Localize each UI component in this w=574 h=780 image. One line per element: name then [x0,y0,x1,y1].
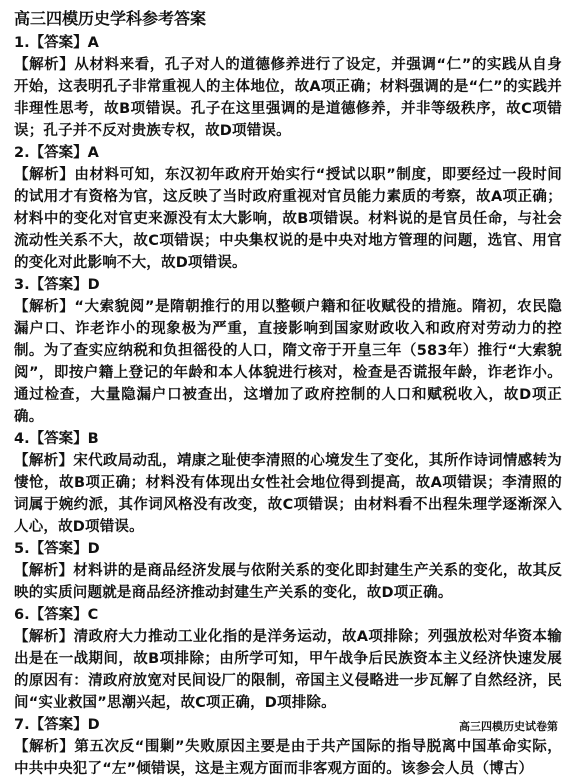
analysis-text: 【解析】由材料可知，东汉初年政府开始实行“授试以职”制度，即要经过一段时间的试用才有资格为官，这反映了当时政府重视对官员能力素质的考察，故A项正确；材料中的变化对官吏来源没有太大影响，故B项错误。材料说的是官员任命，与社会流动性关系不大，故C项错误；中央集权说的是中央对地方管理的问题，选官、用官的变化对此影响不大，故D项错误。 [14,167,562,271]
answer-item-4 [14,428,562,538]
answer-item-5 [14,538,562,604]
answer-key-page [14,6,562,780]
analysis-text: 【解析】第五次反“围剿”失败原因主要是由于共产国际的指导脱离中国革命实际，中共中央犯了“左”倾错误，这是主观方面而非客观方面的。该参会人员（博古） [14,739,562,777]
analysis-text: 【解析】“大索貌阅”是隋朝推行的用以整顿户籍和征收赋役的措施。隋初，农民隐漏户口、诈老诈小的现象极为严重，直接影响到国家财政收入和政府对劳动力的控制。为了查实应纳税和负担徭役的人口，隋文帝于开皇三年（583年）推行“大索貌阅”，即按户籍上登记的年龄和本人体貌进行核对，检查是否谎报年龄，诈老诈小。通过检查，大量隐漏户口被查出，这增加了政府控制的人口和赋税收入，故D项正确。 [14,299,562,425]
analysis-text: 【解析】宋代政局动乱，靖康之耻使李清照的心境发生了变化，其所作诗词情感转为悽怆，故B项正确；材料没有体现出女性社会地位得到提高，故A项错误；李清照的词属于婉约派，其作词风格没有改变，故C项错误；由材料看不出程朱理学逐渐深入人心，故D项错误。 [14,453,562,535]
answer-label: 6.【答案】C [14,607,99,623]
answer-item-3 [14,274,562,428]
analysis-text: 【解析】清政府大力推动工业化指的是洋务运动，故A项排除；列强放松对华资本输出是在一战期间，故B项排除；由所学可知，甲午战争后民族资本主义经济快速发展的原因有：清政府放宽对民间设厂的限制，帝国主义侵略进一步瓦解了自然经济，民间“实业救国”思潮兴起，故C项正确，D项排除。 [14,629,562,711]
answer-label: 1.【答案】A [14,35,99,51]
document-title: 高三四模历史学科参考答案 [14,9,207,28]
analysis-text: 【解析】材料讲的是商品经济发展与依附关系的变化即封建生产关系的变化，故其反映的实质问题就是商品经济推动封建生产关系的变化，故D项正确。 [14,563,562,601]
page-footer: 高三四模历史试卷第 [459,720,558,733]
answer-label: 7.【答案】D [14,717,100,733]
answer-label: 4.【答案】B [14,431,99,447]
answer-item-6 [14,604,562,714]
answer-item-2 [14,142,562,274]
answer-item-1 [14,32,562,142]
answer-label: 5.【答案】D [14,541,100,557]
analysis-text: 【解析】从材料来看，孔子对人的道德修养进行了设定，并强调“仁”的实践从自身开始，这表明孔子非常重视人的主体地位，故A项正确；材料强调的是“仁”的实践并非理性思考，故B项错误。孔子在这里强调的是道德修养，并非等级秩序，故C项错误；孔子并不反对贵族专权，故D项错误。 [14,57,562,139]
answer-label: 3.【答案】D [14,277,100,293]
answer-label: 2.【答案】A [14,145,99,161]
